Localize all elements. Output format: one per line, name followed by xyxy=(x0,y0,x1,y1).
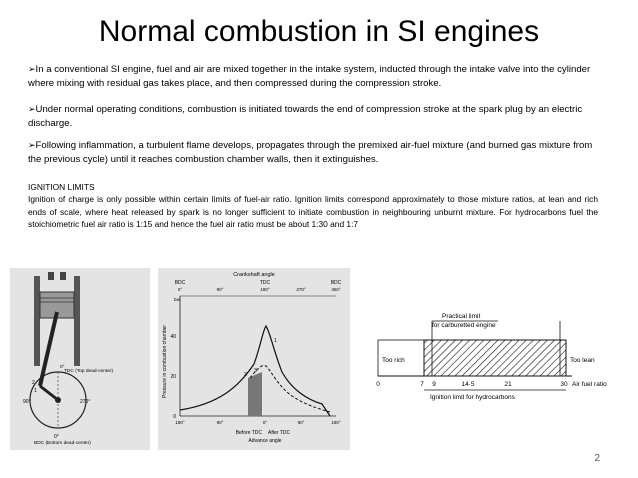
bullet-marker: ➢ xyxy=(28,64,36,74)
top-angle: 270° xyxy=(296,287,306,292)
ratio-tick: 30 xyxy=(560,381,568,388)
x-tick: 180° xyxy=(175,420,185,425)
ignition-limit-label: Ignition limit for hydrocarbons xyxy=(430,394,515,401)
ratio-tick: 14·5 xyxy=(461,381,475,388)
bullet-2: ➢Under normal operating conditions, combustion is initiated towards the end of compression stroke at the spark plug by an electric discharge. xyxy=(28,104,583,129)
top-angle: 0° xyxy=(177,287,183,292)
marker-1: 1 xyxy=(34,388,37,394)
tdc-label: TDC (Top dead-center) xyxy=(64,369,114,374)
piston-crank-figure xyxy=(10,268,150,450)
ratio-tick: 9 xyxy=(432,381,436,388)
valve xyxy=(48,272,54,280)
bdc-label: BDC (Bottom dead-center) xyxy=(34,441,91,446)
top-angle: 180° xyxy=(260,287,270,292)
ratio-tick: 0 xyxy=(376,381,380,388)
ignition-limits-figure xyxy=(372,310,618,402)
top-tick-bdc-left: BDC xyxy=(174,280,186,286)
top-tick-tdc: TDC xyxy=(259,280,271,286)
bullet-marker: ➢ xyxy=(28,140,36,150)
ratio-tick: 21 xyxy=(504,381,512,388)
pressure-figure xyxy=(158,268,350,450)
x-tick: 90° xyxy=(216,420,224,425)
top-title: Crankshaft angle xyxy=(233,272,275,278)
valve xyxy=(60,272,66,280)
angle-270: 270° xyxy=(80,399,91,405)
ignition-heading: IGNITION LIMITS xyxy=(28,182,95,192)
x-tick: 90° xyxy=(297,420,305,425)
y-tick: 20 xyxy=(170,374,176,380)
curve-label-2: 2 xyxy=(244,372,247,378)
curve-label-1: 1 xyxy=(274,338,277,344)
hatched-region xyxy=(424,340,566,376)
axis-label: Air fuel ratio xyxy=(572,381,607,388)
cylinder-wall-right xyxy=(74,276,80,366)
angle-90: 90° xyxy=(23,399,31,405)
carburetted-label: for carburetted engine xyxy=(432,322,496,329)
too-lean-label: Too lean xyxy=(570,357,595,364)
top-tick-bdc-right: BDC xyxy=(330,280,342,286)
ratio-tick: 7 xyxy=(420,381,424,388)
curve-label-3: 3 xyxy=(254,368,257,374)
top-angle: 90° xyxy=(216,287,224,292)
too-rich-label: Too rich xyxy=(382,357,405,364)
page-number: 2 xyxy=(594,453,600,464)
angle-0-top: 0° xyxy=(60,365,65,370)
x-label-right: After TDC xyxy=(268,430,291,436)
x-tick: 0° xyxy=(262,420,268,425)
bullet-1: ➢In a conventional SI engine, fuel and air are mixed together in the intake system, inducted through the intake valve into the cylinder where mixing with residual gas takes place, and then compressed during the compression stroke. xyxy=(28,64,591,89)
practical-limit-label: Practical limit xyxy=(442,313,481,320)
marker-2: 2 xyxy=(32,380,35,386)
bullet-marker: ➢ xyxy=(28,104,36,114)
figure-background xyxy=(158,268,350,450)
y-unit: bar xyxy=(174,297,181,302)
shaded-region xyxy=(248,372,262,416)
x-tick: 180° xyxy=(331,420,341,425)
y-label: Pressure in combustion chamber xyxy=(162,324,168,398)
angle-0-bottom: 0° xyxy=(54,434,59,440)
cylinder-wall-left xyxy=(34,276,40,366)
ignition-body: Ignition of charge is only possible within certain limits of fuel-air ratio. Ignition limits correspond approximately to those mixture ratios, at lean and rich ends of scale, where heat released by spark is no longer sufficient to initiate combustion in neighbouring unburnt mixture. For hydrocarbons fuel the stoichiometric fuel air ratio is 1:15 and hence the fuel air ratio must be about 1:30 and 1:7 xyxy=(28,194,598,230)
x-label-left: Before TDC xyxy=(235,430,262,436)
top-angle: 360° xyxy=(331,287,341,292)
bullet-3: ➢Following inflammation, a turbulent flame develops, propagates through the premixed air-fuel mixture (and burned gas mixture from the previous cycle) until it reaches combustion chamber walls, then it extinguishes. xyxy=(28,140,593,165)
x-title: Advance angle xyxy=(248,438,282,444)
page-title: Normal combustion in SI engines xyxy=(98,15,540,48)
y-tick: 40 xyxy=(170,334,176,340)
y-tick: 0 xyxy=(173,414,176,420)
